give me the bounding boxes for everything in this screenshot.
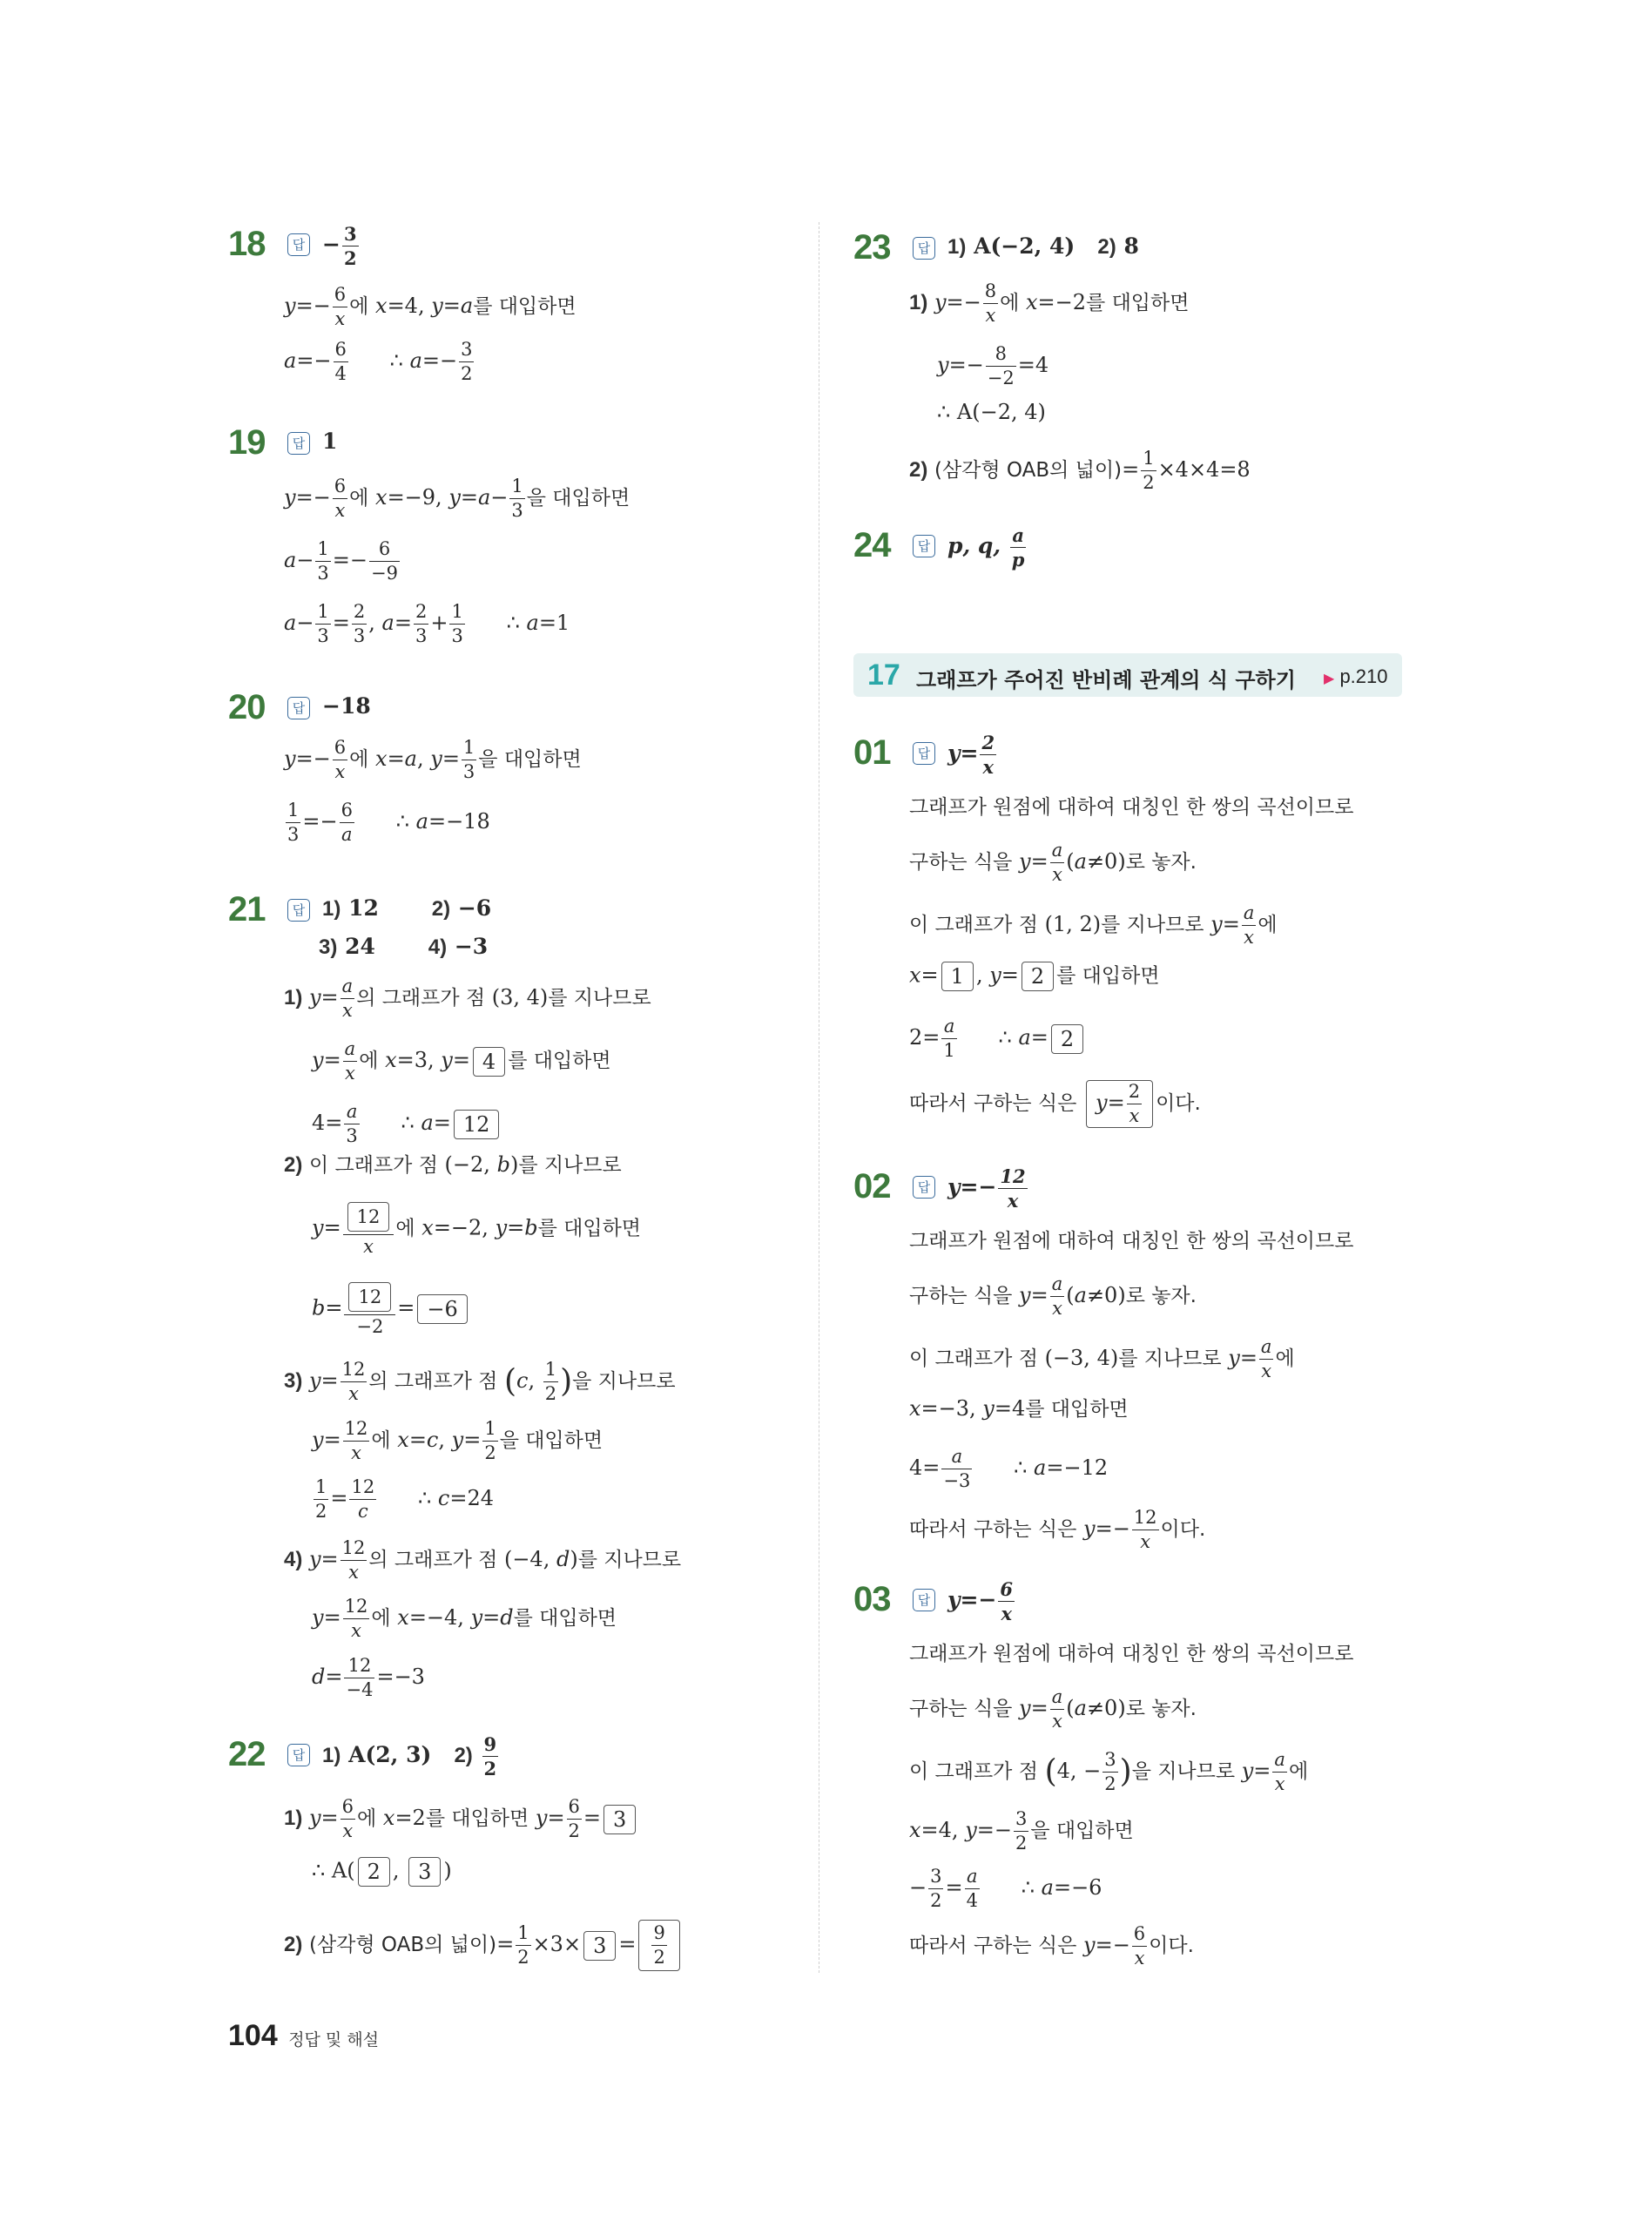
solution-line: $\frac{1}{2}$ = $\frac{12}{c}$ ∴ c=24 [315,1476,494,1522]
solution-line: 그래프가 원점에 대하여 대칭인 한 쌍의 곡선이므로 [909,1230,1354,1253]
answer: 1) A(2, 3) 2) $\frac{9}{2}$ [322,1733,497,1779]
solution-line: 구하는 식을 y= $\frac{a}{x}$ (a≠0)로 놓자. [909,1273,1197,1319]
solution-line: $\frac{1}{3}$ =− $\frac{6}{a}$ ∴ a=−18 [287,800,490,845]
solution-line: − $\frac{3}{2}$ = $\frac{a}{4}$ ∴ a=−6 [909,1866,1102,1911]
answer-box: 4 [473,1047,505,1077]
solution-line: y=− $\frac{8}{-2}$ =4 [937,343,1049,388]
answer-box: $\frac{9}{2}$ [638,1920,679,1971]
solution-line: 따라서 구하는 식은 y= $\frac{2}{x}$ 이다. [909,1081,1201,1126]
answer: 1) A(−2, 4) 2) 8 [947,233,1139,259]
problem-number: 18 [228,225,266,263]
solution-line: 이 그래프가 점 (−3, 4)를 지나므로 y= $\frac{a}{x}$ 에 [909,1336,1295,1381]
solution-line: 따라서 구하는 식은 y=− $\frac{6}{x}$ 이다. [909,1923,1194,1969]
solution-line: y=− $\frac{6}{x}$ 에 x=−9, y=a− $\frac{1}{3}$ 을 대입하면 [284,476,630,521]
answer-icon: 답 [913,742,935,765]
problem-number: 02 [853,1167,891,1205]
answer: 1 [322,429,338,454]
answer: 3) 24 4) −3 [319,934,489,959]
problem-number: 23 [853,228,891,267]
answer: y=− $\frac{6}{x}$ [947,1578,1014,1624]
solution-line: 이 그래프가 점 (1, 2)를 지나므로 y= $\frac{a}{x}$ 에 [909,902,1278,948]
solution-line: 그래프가 원점에 대하여 대칭인 한 쌍의 곡선이므로 [909,1643,1354,1665]
answer-box: 12 [347,1202,390,1232]
solution-line: 구하는 식을 y= $\frac{a}{x}$ (a≠0)로 놓자. [909,840,1197,885]
answer-box: 3 [408,1857,441,1887]
solution-line: x=−3, y=4를 대입하면 [909,1396,1129,1421]
solution-line: a=− $\frac{6}{4}$ ∴ a=− $\frac{3}{2}$ [284,339,473,384]
answer-icon: 답 [913,535,935,557]
solution-line: a− $\frac{1}{3}$ =− $\frac{6}{-9}$ [284,538,398,584]
answer-box: 3 [583,1931,616,1961]
answer-icon: 답 [287,233,310,256]
answer-icon: 답 [287,1744,310,1766]
answer-box: 2 [1051,1024,1083,1054]
section-header [853,653,1402,697]
solution-line: x= 1 , y= 2 를 대입하면 [909,962,1160,991]
solution-line: y= $\frac{12}{x}$ 에 x=−2, y=b를 대입하면 [312,1202,641,1256]
solution-line: 1) y=− $\frac{8}{x}$ 에 x=−2를 대입하면 [909,280,1190,326]
triangle-right-icon: ▶ [1324,672,1335,686]
answer-box: −6 [417,1294,467,1324]
answer-icon: 답 [287,697,310,719]
solution-line: a− $\frac{1}{3}$ = $\frac{2}{3}$ , a= $\frac{2}{3}$ + $\frac{1}{3}$ ∴ a=1 [284,601,570,646]
solution-line: 2) 이 그래프가 점 (−2, b)를 지나므로 [284,1152,622,1177]
problem-number: 21 [228,890,266,929]
page-number: 104 [228,2019,278,2052]
solution-line: 1) y= $\frac{6}{x}$ 에 x=2를 대입하면 y= $\frac{6}{2}$ = 3 [284,1798,638,1840]
solution-line: d= $\frac{12}{-4}$ =−3 [312,1655,425,1700]
problem-number: 22 [228,1735,266,1773]
solution-line: 4= $\frac{a}{-3}$ ∴ a=−12 [909,1446,1109,1491]
section-number: 17 [867,658,900,692]
solution-line: y=− $\frac{6}{x}$ 에 x=a, y= $\frac{1}{3}$ 을 대입하면 [284,737,582,782]
page-title: 정답 및 해설 [288,2030,380,2050]
answer-box: 1 [941,962,974,991]
answer-box: 12 [348,1282,391,1312]
solution-line: b= $\frac{12}{-2}$ = −6 [312,1282,470,1336]
answer: 1) 12 2) −6 [322,895,492,921]
solution-line: y= $\frac{12}{x}$ 에 x=−4, y=d를 대입하면 [312,1596,617,1641]
page-footer [228,2019,379,2053]
solution-line: ∴ A( 2 , 3 ) [312,1857,452,1887]
solution-line: 그래프가 원점에 대하여 대칭인 한 쌍의 곡선이므로 [909,796,1354,819]
answer: y=− $\frac{12}{x}$ [947,1165,1026,1212]
answer-box: 3 [603,1805,636,1834]
solution-line: ∴ A(−2, 4) [937,400,1046,424]
page-reference: ▶ p.210 [1324,665,1388,687]
solution-line: 3) y= $\frac{12}{x}$ 의 그래프가 점 (c, $\frac{1}{2}$ )을 지나므로 [284,1359,676,1404]
solution-line: y= $\frac{12}{x}$ 에 x=c, y= $\frac{1}{2}$ 을 대입하면 [312,1418,603,1463]
answer: p, q, $\frac{a}{p}$ [947,524,1025,571]
answer-icon: 답 [913,1176,935,1199]
problem-number: 20 [228,688,266,726]
section-title: 그래프가 주어진 반비례 관계의 식 구하기 [916,668,1296,692]
problem-number: 01 [853,733,891,772]
solution-line: 2) (삼각형 OAB의 넓이)= $\frac{1}{2}$ ×4×4=8 [909,448,1251,493]
answer-box: y= $\frac{2}{x}$ [1086,1080,1153,1128]
answer-box: 2 [1022,962,1054,991]
answer: − $\frac{3}{2}$ [322,223,357,269]
answer-box: 12 [454,1110,500,1139]
problem-number: 24 [853,526,891,564]
solution-line: y=− $\frac{6}{x}$ 에 x=4, y=a를 대입하면 [284,284,577,329]
answer: y= $\frac{2}{x}$ [947,732,995,778]
answer-icon: 답 [913,237,935,260]
solution-line: x=4, y=− $\frac{3}{2}$ 을 대입하면 [909,1808,1134,1854]
solution-line: y= $\frac{a}{x}$ 에 x=3, y= 4 를 대입하면 [312,1038,611,1084]
answer-icon: 답 [287,432,310,455]
solution-line: 구하는 식을 y= $\frac{a}{x}$ (a≠0)로 놓자. [909,1686,1197,1732]
answer-icon: 답 [287,899,310,922]
solution-line: 따라서 구하는 식은 y=− $\frac{12}{x}$ 이다. [909,1507,1206,1552]
solution-line: 이 그래프가 점 (4, − $\frac{3}{2}$ )을 지나므로 y= $\frac{a}{x}$ 에 [909,1749,1309,1794]
answer-box: 2 [358,1857,390,1887]
problem-number: 03 [853,1580,891,1618]
problem-number: 19 [228,423,266,462]
solution-line: 2) (삼각형 OAB의 넓이)= $\frac{1}{2}$ ×3× 3 = $\frac{9}{2}$ [284,1920,683,1971]
solution-line: 4) y= $\frac{12}{x}$ 의 그래프가 점 (−4, d)를 지나므로 [284,1537,682,1583]
solution-line: 2= $\frac{a}{1}$ ∴ a= 2 [909,1017,1086,1060]
solution-line: 1) y= $\frac{a}{x}$ 의 그래프가 점 (3, 4)를 지나므로 [284,976,651,1021]
answer: −18 [322,693,371,719]
answer-icon: 답 [913,1589,935,1611]
solution-line: 4= $\frac{a}{3}$ ∴ a= 12 [312,1103,502,1145]
